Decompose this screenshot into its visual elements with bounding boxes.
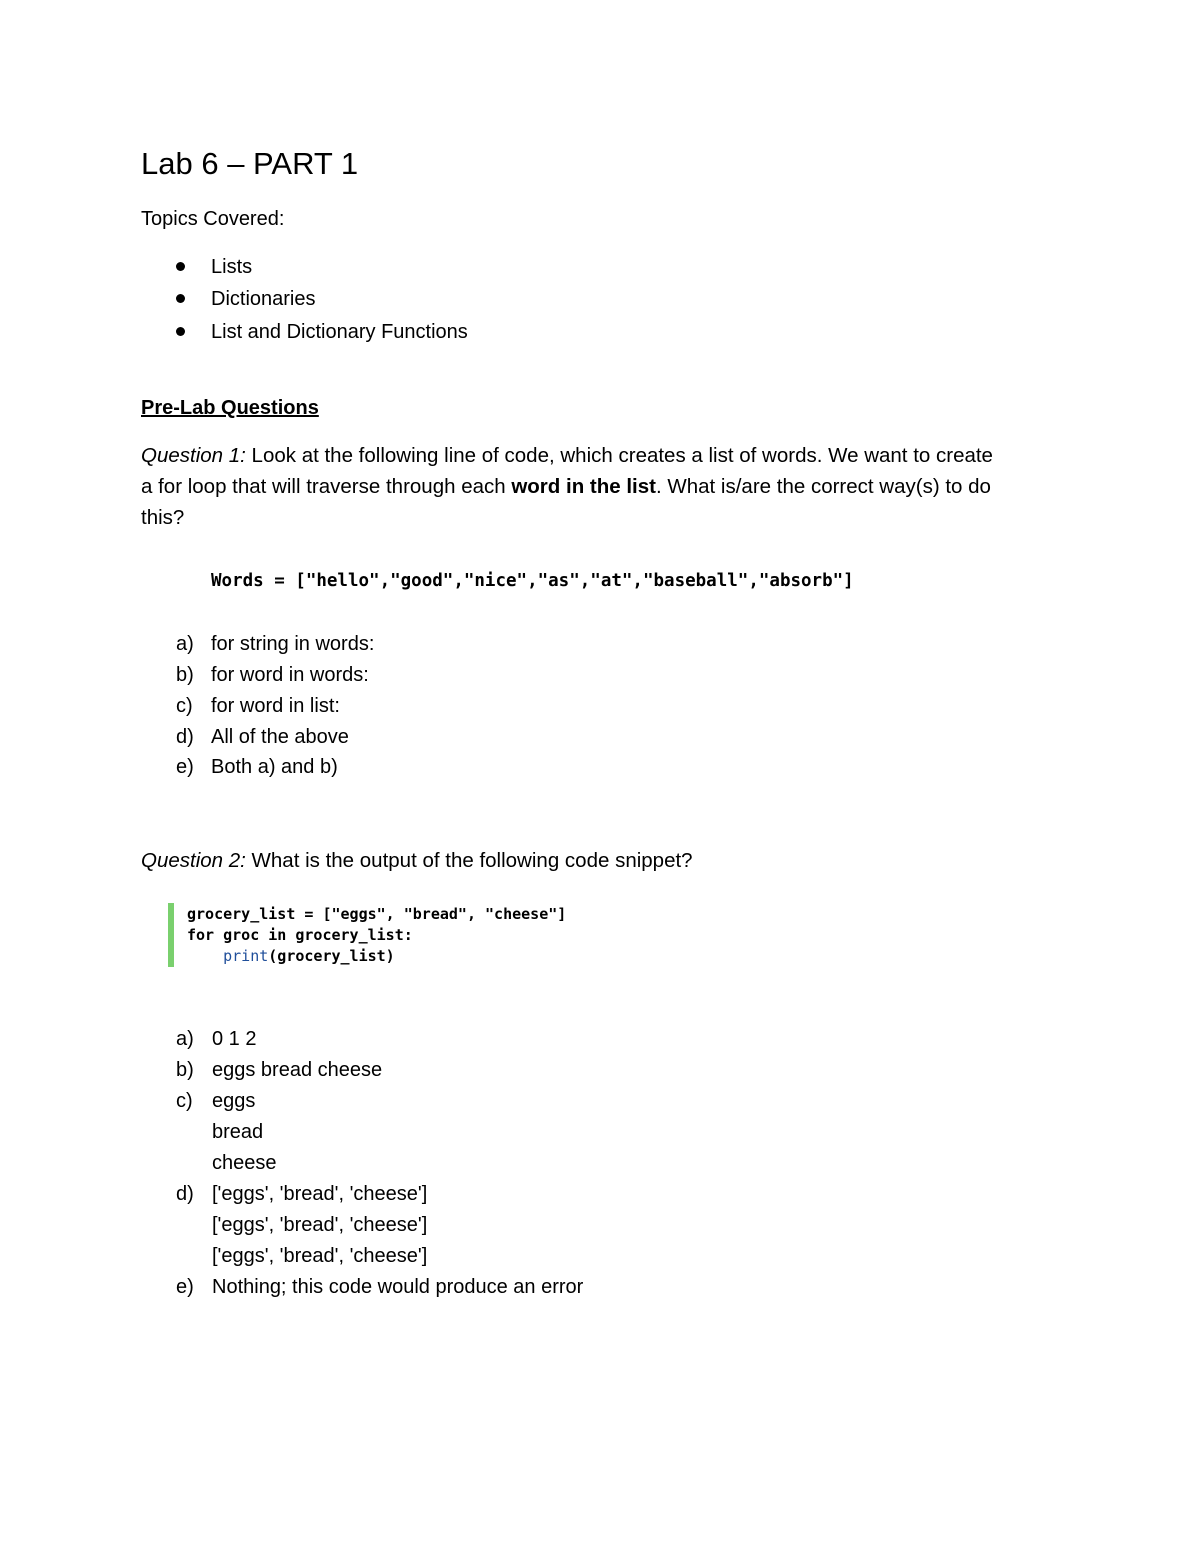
option-letter: c) — [176, 1090, 193, 1112]
code-indent — [187, 947, 223, 965]
option-text: All of the above — [211, 726, 349, 748]
q1-label: Question 1: — [141, 444, 246, 467]
option-text: Both a) and b) — [211, 756, 338, 778]
option-letter: e) — [176, 1276, 194, 1298]
option-text: for string in words: — [211, 633, 375, 655]
q2-option — [176, 1027, 256, 1051]
option-text: Nothing; this code would produce an error — [212, 1276, 584, 1298]
prelab-heading: Pre-Lab Questions — [141, 397, 319, 419]
topic-item: Lists — [211, 256, 253, 278]
code-print-keyword: print — [223, 947, 269, 965]
option-text: ['eggs', 'bread', 'cheese'] — [212, 1183, 428, 1205]
code-block-accent-bar — [168, 903, 174, 967]
bullet-icon — [176, 294, 185, 303]
option-continuation: ['eggs', 'bread', 'cheese'] — [212, 1245, 428, 1267]
bullet-icon — [176, 262, 185, 271]
q1-text-2b: . What is/are the correct way(s) to do — [656, 475, 991, 498]
option-text: for word in words: — [211, 664, 369, 686]
q1-line-3: this? — [141, 506, 185, 529]
code-print-args: (grocery_list) — [268, 947, 395, 965]
q1-option — [176, 725, 349, 749]
q2-code-line-1: grocery_list = ["eggs", "bread", "cheese"] — [187, 905, 567, 923]
option-continuation: bread — [212, 1121, 264, 1143]
q2-option — [176, 1182, 427, 1206]
option-text: eggs bread cheese — [212, 1059, 383, 1081]
q2-option — [176, 1275, 583, 1299]
option-letter: e) — [176, 756, 194, 778]
option-letter: c) — [176, 695, 193, 717]
topics-heading: Topics Covered: — [141, 208, 285, 230]
q2-label: Question 2: — [141, 849, 246, 872]
q2-code-line-3 — [187, 946, 395, 967]
q1-text-2-bold: word in the list — [511, 475, 656, 498]
option-letter: d) — [176, 726, 194, 748]
q2-option — [176, 1058, 382, 1082]
option-letter: a) — [176, 1028, 194, 1050]
option-letter: a) — [176, 633, 194, 655]
q2-code-line-2: for groc in grocery_list: — [187, 926, 413, 944]
option-letter: b) — [176, 1059, 194, 1081]
option-continuation: ['eggs', 'bread', 'cheese'] — [212, 1214, 428, 1236]
q2-line — [141, 849, 693, 873]
q1-text-1: Look at the following line of code, which creates a list of words. We want to create — [245, 444, 993, 467]
q1-option — [176, 663, 369, 687]
bullet-icon — [176, 327, 185, 336]
topic-item: Dictionaries — [211, 288, 316, 310]
q1-line-2 — [141, 475, 991, 499]
q1-option — [176, 755, 338, 779]
option-text: 0 1 2 — [212, 1028, 257, 1050]
topic-item: List and Dictionary Functions — [211, 321, 468, 343]
q1-text-2a: a for loop that will traverse through each — [141, 475, 512, 498]
option-text: eggs — [212, 1090, 256, 1112]
q1-option — [176, 694, 340, 718]
option-text: for word in list: — [211, 695, 340, 717]
q1-code-line: Words = ["hello","good","nice","as","at","baseball","absorb"] — [211, 571, 854, 591]
page-title: Lab 6 – PART 1 — [141, 146, 359, 181]
q1-line-1 — [141, 444, 993, 468]
q1-option — [176, 632, 374, 656]
option-continuation: cheese — [212, 1152, 277, 1174]
q2-text: What is the output of the following code snippet? — [245, 849, 693, 872]
option-letter: d) — [176, 1183, 194, 1205]
q2-option — [176, 1089, 255, 1113]
option-letter: b) — [176, 664, 194, 686]
